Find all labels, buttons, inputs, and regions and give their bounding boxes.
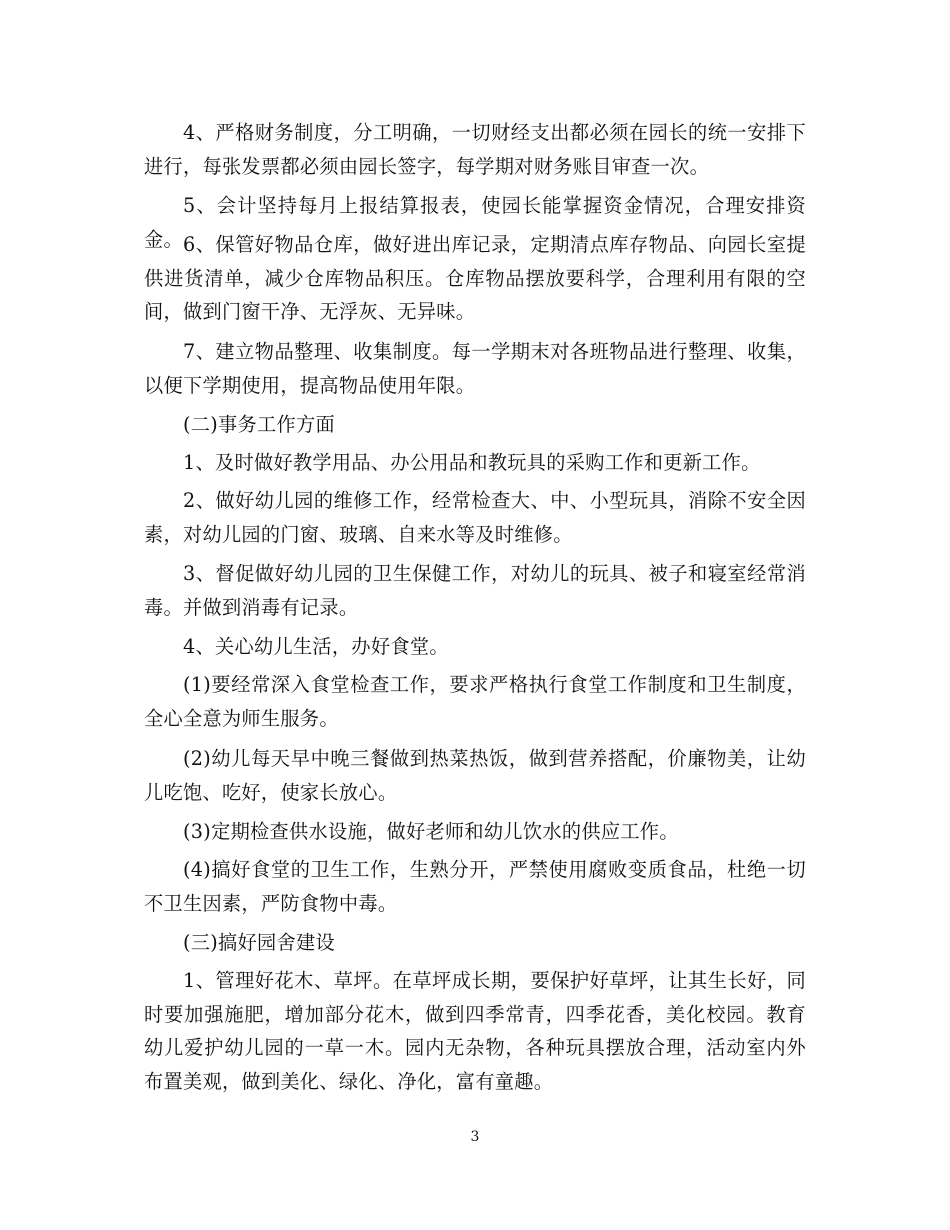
paragraph-canteen-hygiene: (4)搞好食堂的卫生工作，生熟分开，严禁使用腐败变质食品，杜绝一切不卫生因素，严防食物中毒。 xyxy=(144,858,806,915)
paragraph-water-supply: (3)定期检查供水设施，做好老师和幼儿饮水的供应工作。 xyxy=(183,820,679,843)
section-heading-campus: (三)搞好园舍建设 xyxy=(183,931,335,954)
paragraph-warehouse: 6、保管好物品仓库，做好进出库记录，定期清点库存物品、向园长室提供进货清单，减少仓库物品积压。仓库物品摆放要科学，合理利用有限的空间，做到门窗干净、无浮灰、无异味。 xyxy=(144,233,806,323)
paragraph-item-collection: 7、建立物品整理、收集制度。每一学期末对各班物品进行整理、收集，以便下学期使用，提高物品使用年限。 xyxy=(144,340,806,397)
paragraph-finance-rules: 4、严格财务制度，分工明确，一切财经支出都必须在园长的统一安排下进行，每张发票都必须由园长签字，每学期对财务账目审查一次。 xyxy=(144,121,806,178)
paragraph-canteen: 4、关心幼儿生活，办好食堂。 xyxy=(183,635,449,658)
paragraph-accounting-report: 5、会计坚持每月上报结算报表，使园长能掌握资金情况，合理安排资金。 xyxy=(144,194,806,251)
paragraph-canteen-inspection: (1)要经常深入食堂检查工作，要求严格执行食堂工作制度和卫生制度，全心全意为师生服务。 xyxy=(144,673,806,730)
paragraph-meals: (2)幼儿每天早中晚三餐做到热菜热饭，做到营养搭配，价廉物美，让幼儿吃饱、吃好，使家长放心。 xyxy=(144,747,806,804)
paragraph-landscaping: 1、管理好花木、草坪。在草坪成长期，要保护好草坪，让其生长好，同时要加强施肥，增加部分花木，做到四季常青，四季花香，美化校园。教育幼儿爱护幼儿园的一草一木。园内无杂物，各种玩具摆放合理，活动室内外布置美观，做到美化、绿化、净化，富有童趣。 xyxy=(144,969,806,1093)
paragraph-hygiene: 3、督促做好幼儿园的卫生保健工作，对幼儿的玩具、被子和寝室经常消毒。并做到消毒有记录。 xyxy=(144,562,806,619)
paragraph-maintenance: 2、做好幼儿园的维修工作，经常检查大、中、小型玩具，消除不安全因素，对幼儿园的门窗、玻璃、自来水等及时维修。 xyxy=(144,489,806,546)
section-heading-affairs: (二)事务工作方面 xyxy=(183,413,335,436)
page-number: 3 xyxy=(470,1129,480,1145)
paragraph-purchasing: 1、及时做好教学用品、办公用品和教玩具的采购工作和更新工作。 xyxy=(183,451,761,474)
